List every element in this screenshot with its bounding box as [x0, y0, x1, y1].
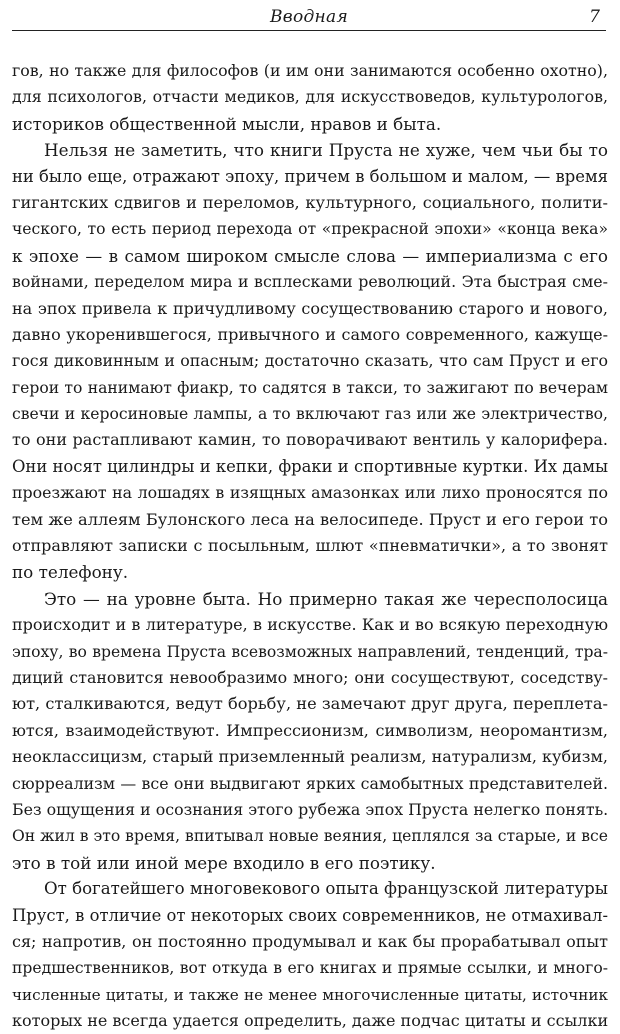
- paragraph-first-line: От богатейшего многовекового опыта французской литературы: [44, 879, 608, 899]
- text-line: проезжают на лошадях в изящных амазонках или лихо проносятся по: [12, 483, 608, 503]
- text-line: то они растапливают камин, то поворачивают вентиль у калорифера.: [12, 430, 608, 450]
- text-line: гигантских сдвигов и переломов, культурного, социального, полити-: [12, 192, 608, 212]
- text-line: Пруст, в отличие от некоторых своих современников, не отмахивал-: [12, 905, 608, 925]
- text-line: происходит и в литературе, в искусстве. Как и во всякую переходную: [12, 615, 608, 635]
- running-header: [12, 6, 606, 31]
- text-line: историков общественной мысли, нравов и быта.: [12, 113, 442, 134]
- text-line: свечи и керосиновые лампы, а то включают газ или же электричество,: [12, 405, 608, 424]
- text-line: это в той или иной мере входило в его поэтику.: [12, 852, 436, 873]
- text-line: на эпох привела к причудливому сосуществованию старого и нового,: [12, 298, 608, 318]
- text-line: гося диковинным и опасным; достаточно сказать, что сам Пруст и его: [12, 351, 608, 371]
- text-line: к эпохе — в самом широком смысле слова — империализма с его: [12, 245, 608, 266]
- text-line: предшественников, вот откуда в его книгах и прямые ссылки, и много-: [12, 959, 608, 978]
- text-line: неоклассицизм, старый приземленный реализм, натурализм, кубизм,: [12, 747, 608, 767]
- text-line: ни было еще, отражают эпоху, причем в большом и малом, — время: [12, 166, 608, 186]
- body-text: [12, 58, 608, 1034]
- text-line: Без ощущения и осознания этого рубежа эпох Пруста нелегко понять.: [12, 799, 608, 819]
- text-line: которых не всегда удается определить, даже подчас цитаты и ссылки: [12, 1011, 608, 1031]
- text-line: Он жил в это время, впитывал новые веяния, цеплялся за старые, и все: [12, 827, 608, 846]
- text-line: герои то нанимают фиакр, то садятся в такси, то зажигают по вечерам: [12, 378, 608, 397]
- text-line: тем же аллеям Булонского леса на велосипеде. Пруст и его герои то: [12, 509, 608, 529]
- text-line: гов, но также для философов (и им они занимаются особенно охотно),: [12, 61, 608, 80]
- running-title: Вводная: [269, 7, 349, 27]
- text-line: по телефону.: [12, 562, 129, 583]
- page-number: 7: [589, 7, 600, 27]
- text-line: ются, взаимодействуют. Импрессионизм, символизм, неоромантизм,: [12, 720, 608, 740]
- text-line: для психологов, отчасти медиков, для искусствоведов, культурологов,: [12, 87, 608, 107]
- text-line: ческого, то есть период перехода от «прекрасной эпохи» «конца века»: [12, 220, 608, 239]
- paragraph-first-line: Это — на уровне быта. Но примерно такая же чересполосица: [44, 588, 608, 609]
- text-line: диций становится невообразимо много; они сосуществуют, соседству-: [12, 667, 608, 687]
- paragraph-first-line: Нельзя не заметить, что книги Пруста не хуже, чем чьи бы то: [44, 140, 608, 161]
- text-line: ют, сталкиваются, ведут борьбу, не замечают друг друга, переплета-: [12, 694, 608, 714]
- text-line: эпоху, во времена Пруста всевозможных направлений, тенденций, тра-: [12, 642, 608, 661]
- text-line: Они носят цилиндры и кепки, фраки и спортивные куртки. Их дамы: [12, 456, 608, 476]
- text-line: ся; напротив, он постоянно продумывал и как бы прорабатывал опыт: [12, 931, 608, 951]
- text-line: войнами, переделом мира и всплесками революций. Эта быстрая сме-: [12, 272, 608, 292]
- text-line: сюрреализм — все они выдвигают ярких самобытных представителей.: [12, 773, 608, 793]
- text-line: отправляют записки с посыльным, шлют «пневматички», а то звонят: [12, 536, 608, 556]
- text-line: давно укоренившегося, привычного и самого современного, кажуще-: [12, 324, 608, 344]
- text-line: численные цитаты, и также не менее многочисленные цитаты, источник: [12, 985, 608, 1004]
